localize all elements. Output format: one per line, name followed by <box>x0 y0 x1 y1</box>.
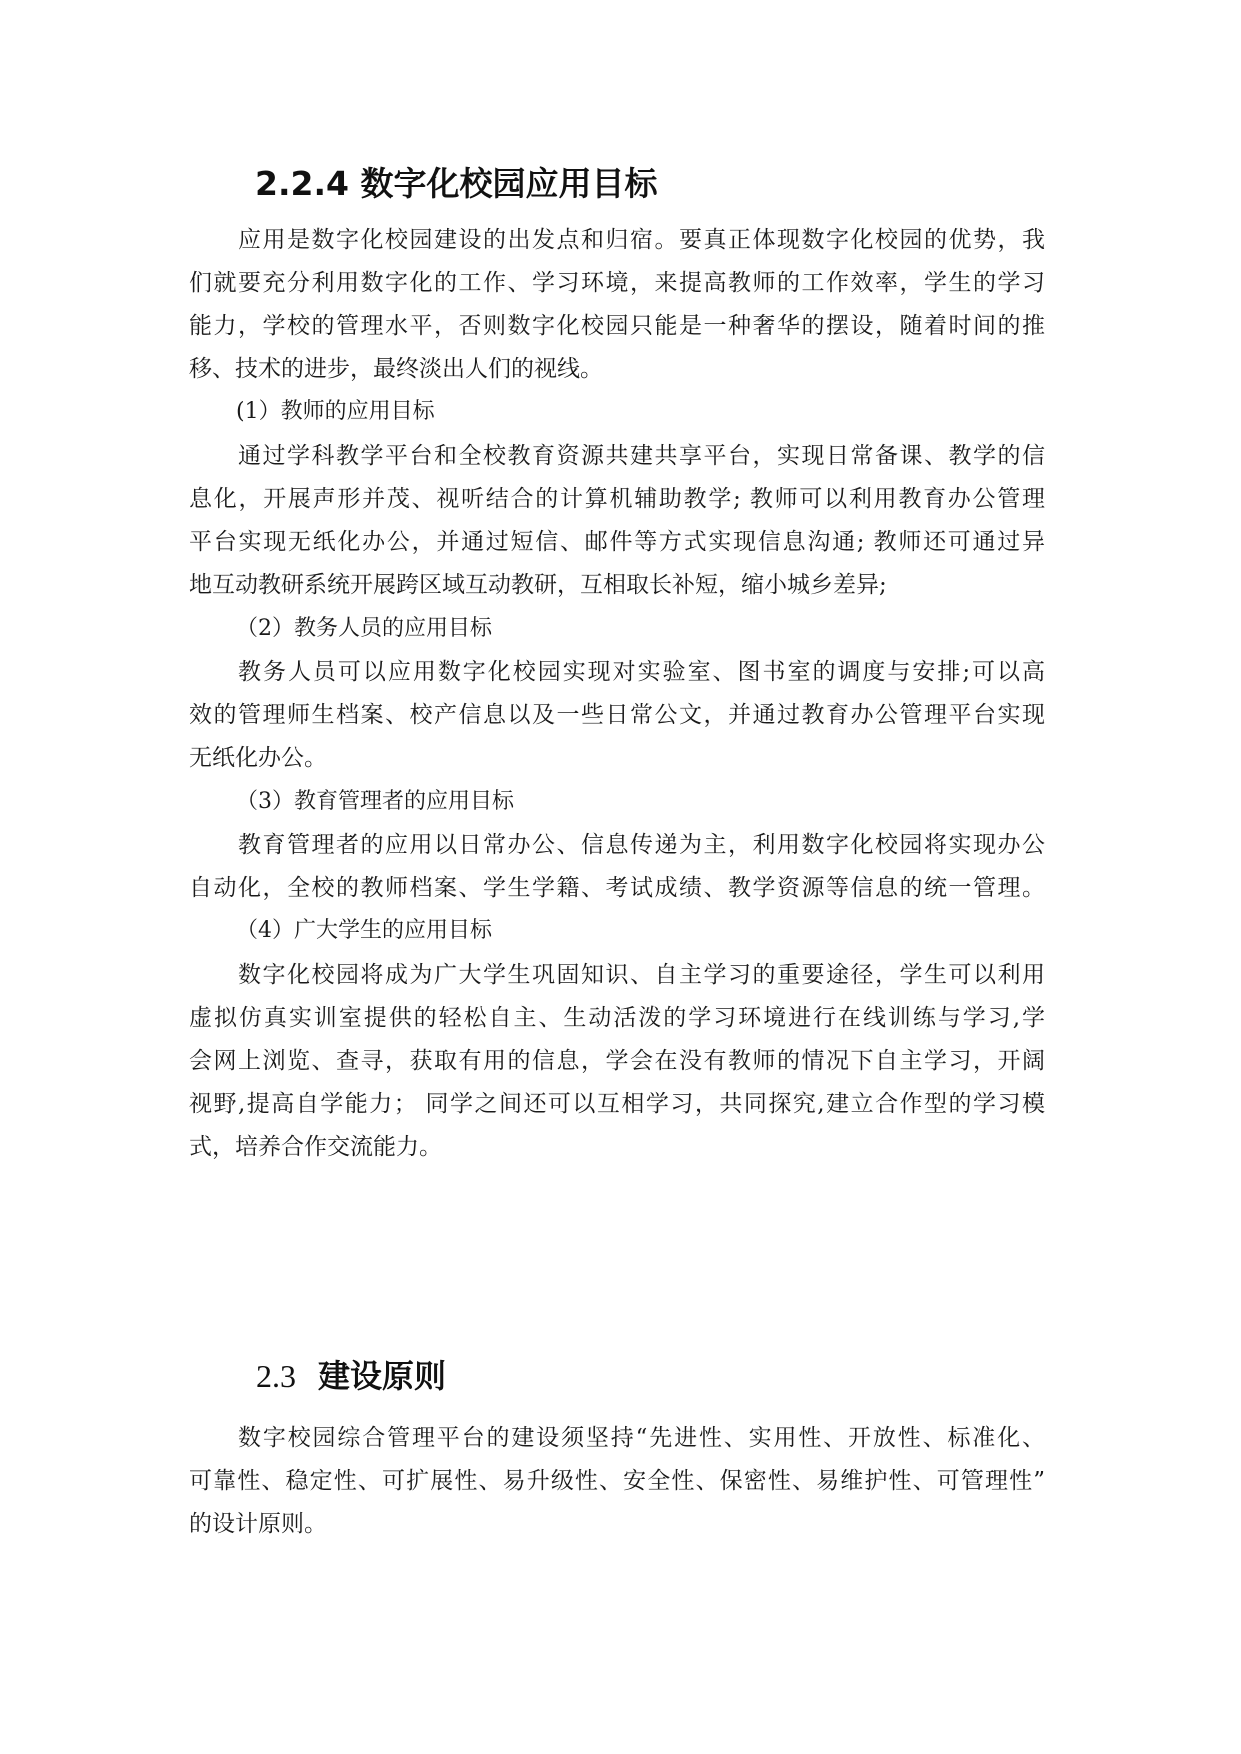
student-line-3: 会网上浏览、查寻，获取有用的信息，学会在没有教师的情况下自主学习，开阔 <box>189 1048 1045 1074</box>
staff-line-3: 无纸化办公。 <box>189 745 327 771</box>
staff-line-2: 效的管理师生档案、校产信息以及一些日常公文，并通过教育办公管理平台实现 <box>189 702 1045 728</box>
admin-line-2: 自动化，全校的教师档案、学生学籍、考试成绩、教学资源等信息的统一管理。 <box>189 875 1045 901</box>
admin-subheading: （3）教育管理者的应用目标 <box>236 789 514 814</box>
principles-line-1: 数字校园综合管理平台的建设须坚持“先进性、实用性、开放性、标准化、 <box>238 1425 1045 1451</box>
student-line-1: 数字化校园将成为广大学生巩固知识、自主学习的重要途径，学生可以利用 <box>238 962 1045 988</box>
section-heading-2-3 <box>256 1352 446 1400</box>
section-number: 2.3 <box>256 1358 296 1394</box>
admin-line-1: 教育管理者的应用以日常办公、信息传递为主，利用数字化校园将实现办公 <box>238 832 1045 858</box>
intro-line-3: 能力，学校的管理水平，否则数字化校园只能是一种奢华的摆设，随着时间的推 <box>189 313 1045 339</box>
section-heading-2-2-4: 2.2.4 数字化校园应用目标 <box>255 164 658 203</box>
student-subheading: （4）广大学生的应用目标 <box>236 918 492 943</box>
staff-line-1: 教务人员可以应用数字化校园实现对实验室、图书室的调度与安排;可以高 <box>238 659 1045 685</box>
teacher-line-2: 息化，开展声形并茂、视听结合的计算机辅助教学; 教师可以利用教育办公管理 <box>189 486 1045 512</box>
teacher-subheading: (1）教师的应用目标 <box>236 399 435 424</box>
student-line-2: 虚拟仿真实训室提供的轻松自主、生动活泼的学习环境进行在线训练与学习,学 <box>189 1005 1045 1031</box>
teacher-line-1: 通过学科教学平台和全校教育资源共建共享平台，实现日常备课、教学的信 <box>238 443 1045 469</box>
principles-line-2: 可靠性、稳定性、可扩展性、易升级性、安全性、保密性、易维护性、可管理性” <box>189 1468 1045 1494</box>
intro-line-4: 移、技术的进步，最终淡出人们的视线。 <box>189 356 603 382</box>
principles-line-3: 的设计原则。 <box>189 1511 327 1537</box>
student-line-4: 视野,提高自学能力； 同学之间还可以互相学习，共同探究,建立合作型的学习模 <box>189 1091 1045 1117</box>
staff-subheading: （2）教务人员的应用目标 <box>236 616 492 641</box>
teacher-line-3: 平台实现无纸化办公，并通过短信、邮件等方式实现信息沟通; 教师还可通过异 <box>189 529 1045 555</box>
intro-line-2: 们就要充分利用数字化的工作、学习环境，来提高教师的工作效率，学生的学习 <box>189 270 1045 296</box>
section-title: 建设原则 <box>318 1357 447 1395</box>
teacher-line-4: 地互动教研系统开展跨区域互动教研，互相取长补短，缩小城乡差异; <box>189 572 887 598</box>
intro-line-1: 应用是数字化校园建设的出发点和归宿。要真正体现数字化校园的优势，我 <box>238 227 1045 253</box>
student-line-5: 式，培养合作交流能力。 <box>189 1134 442 1160</box>
